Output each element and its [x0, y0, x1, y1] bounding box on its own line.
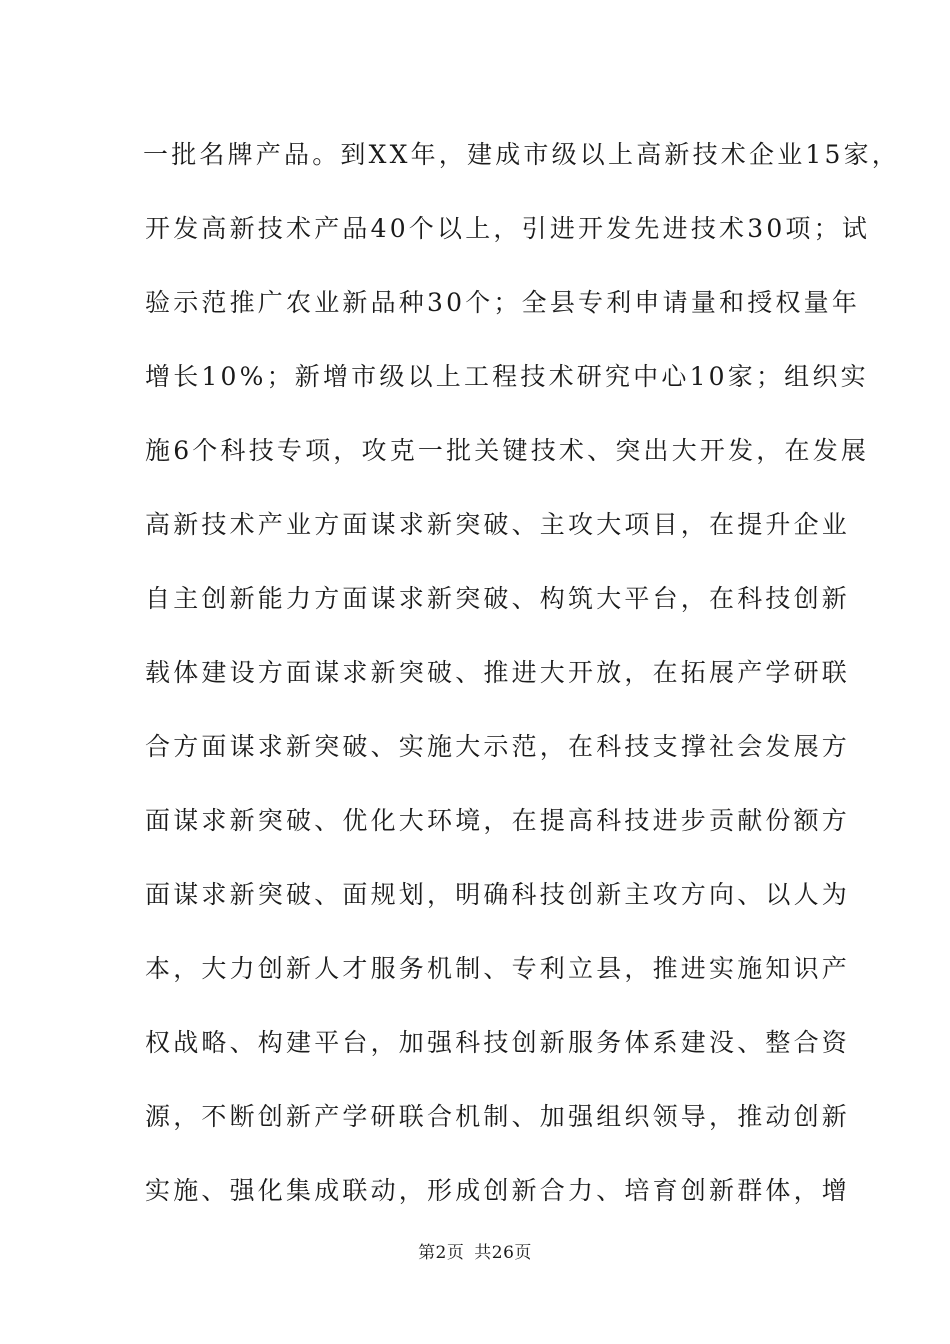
body-text-line-13: 权战略、构建平台，加强科技创新服务体系建没、整合资 — [145, 1028, 851, 1057]
page-total: 共26页 — [474, 1243, 532, 1263]
body-text-line-15: 实施、强化集成联动，形成创新合力、培育创新群体，增 — [145, 1176, 851, 1205]
page-number: 第2页 — [418, 1243, 465, 1263]
body-text-line-2: 开发高新技术产品40个以上，引进开发先进技术30项；试 — [145, 214, 871, 243]
body-text-line-3: 验示范推广农业新品种30个；全县专利申请量和授权量年 — [145, 288, 861, 317]
body-text-line-8: 载体建设方面谋求新突破、推进大开放，在拓展产学研联 — [145, 658, 851, 687]
body-text-line-10: 面谋求新突破、优化大环境，在提高科技进步贡献份额方 — [145, 806, 851, 835]
body-text-line-14: 源，不断创新产学研联合机制、加强组织领导，推动创新 — [145, 1102, 851, 1131]
page-footer — [0, 1241, 950, 1265]
body-text-line-12: 本，大力创新人才服务机制、专利立县，推进实施知识产 — [145, 954, 851, 983]
body-text-line-11: 面谋求新突破、面规划，明确科技创新主攻方向、以人为 — [145, 880, 851, 909]
body-text-line-9: 合方面谋求新突破、实施大示范，在科技支撑社会发展方 — [145, 732, 851, 761]
body-text-line-6: 高新技术产业方面谋求新突破、主攻大项目，在提升企业 — [145, 510, 851, 539]
body-text-line-4: 增长10%；新增市级以上工程技术研究中心10家；组织实 — [145, 362, 869, 391]
body-text-line-1: 一批名牌产品。到XX年，建成市级以上高新技术企业15家， — [143, 140, 901, 169]
body-text-line-7: 自主创新能力方面谋求新突破、构筑大平台，在科技创新 — [145, 584, 851, 613]
body-text-line-5: 施6个科技专项，攻克一批关键技术、突出大开发，在发展 — [145, 436, 870, 465]
